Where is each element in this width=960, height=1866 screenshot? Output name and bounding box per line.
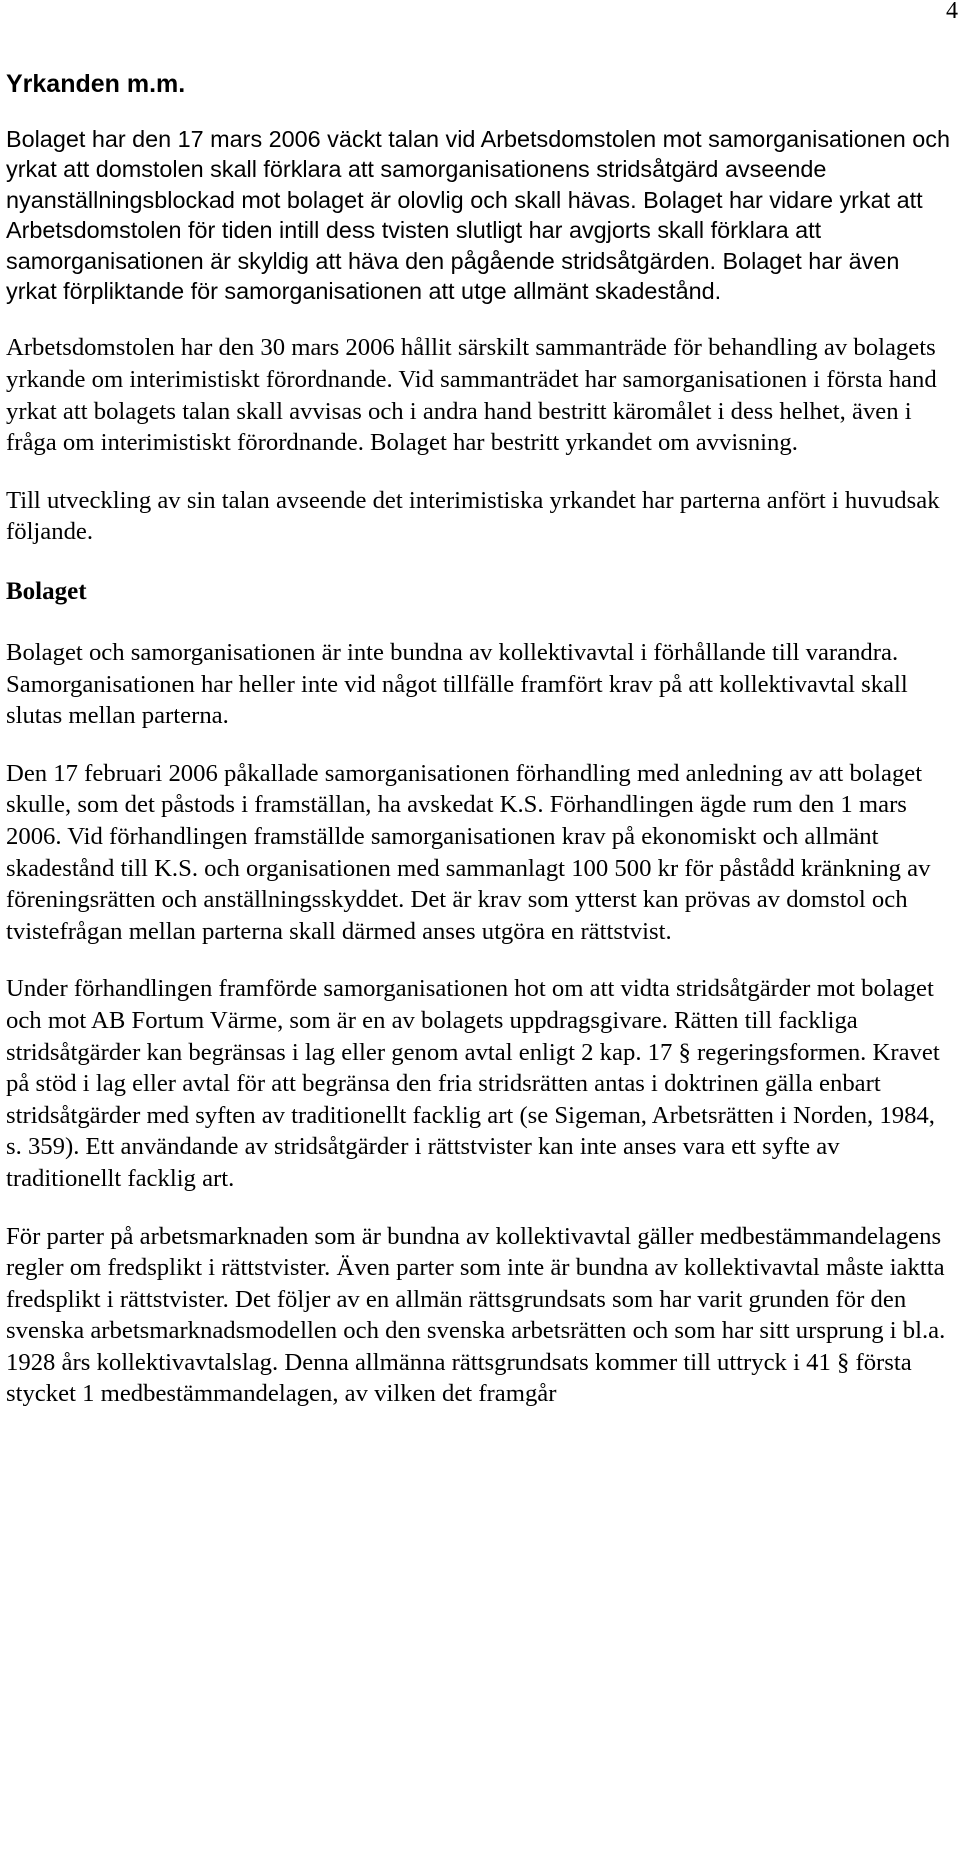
section-heading-yrkanden: Yrkanden m.m.	[6, 70, 186, 98]
paragraph-hearing: Arbetsdomstolen har den 30 mars 2006 hållit särskilt sammanträde för behandling av bolagets yrkande om interimistiskt förordnande. Vid sammanträdet har samorganisationen i första hand yrkat att bolagets talan skall avvisas och i andra hand bestritt käromålet i dess helhet, även i fråga om interimistiskt förordnande. Bolaget har bestritt yrkandet om avvisning.	[6, 334, 937, 457]
paragraph-negotiation: Den 17 februari 2006 påkallade samorganisationen förhandling med anledning av att bolaget skulle, som det påstods i framställan, ha avskedat K.S. Förhandlingen ägde rum den 1 mars 2006. Vid förhandlingen framställde samorganisationen krav på ekonomiskt och allmänt skadestånd till K.S. och organisationen med sammanlagt 100 500 kr för påstådd kränkning av föreningsrätten och anställningsskyddet. Det är krav som ytterst kan prövas av domstol och tvistefrågan mellan parterna skall därmed anses utgöra en rättstvist.	[6, 759, 931, 945]
paragraph-claims: Bolaget har den 17 mars 2006 väckt talan vid Arbetsdomstolen mot samorganisationen och yrkat att domstolen skall förklara att samorganisationens stridsåtgärd avseende nyanställningsblockad mot bolaget är olovlig och skall hävas. Bolaget har vidare yrkat att Arbetsdomstolen för tiden intill dess tvisten slutligt har avgjorts skall förklara att samorganisationen är skyldig att häva den pågående stridsåtgärden. Bolaget har även yrkat förpliktande för samorganisationen att utge allmänt skadestånd.	[6, 126, 950, 305]
paragraph-development: Till utveckling av sin talan avseende det interimistiska yrkandet har parterna anfört i huvudsak följande.	[6, 486, 940, 546]
page-number: 4	[946, 0, 958, 24]
document-body	[6, 66, 956, 1436]
paragraph-collective-agreement: Bolaget och samorganisationen är inte bundna av kollektivavtal i förhållande till varandra. Samorganisationen har heller inte vid något tillfälle framfört krav på att kollektivavtal skall slutas mellan parterna.	[6, 639, 908, 730]
paragraph-industrial-action: Under förhandlingen framförde samorganisationen hot om att vidta stridsåtgärder mot bolaget och mot AB Fortum Värme, som är en av bolagets uppdragsgivare. Rätten till fackliga stridsåtgärder kan begränsas i lag eller genom avtal enligt 2 kap. 17 § regeringsformen. Kravet på stöd i lag eller avtal för att begränsa den fria stridsrätten antas i doktrinen gälla enbart stridsåtgärder med syften av traditionellt facklig art (se Sigeman, Arbetsrätten i Norden, 1984, s. 359). Ett användande av stridsåtgärder i rättstvister kan inte anses vara ett syfte av traditionellt facklig art.	[6, 975, 940, 1192]
paragraph-peace-obligation: För parter på arbetsmarknaden som är bundna av kollektivavtal gäller medbestämmandelagens regler om fredsplikt i rättstvister. Även parter som inte är bundna av kollektivavtal måste iaktta fredsplikt i rättstvister. Det följer av en allmän rättsgrundsats som har varit grunden för den svenska arbetsmarknadsmodellen och den svenska arbetsrätten och som har sitt ursprung i bl.a. 1928 års kollektivavtalslag. Denna allmänna rättsgrundsats kommer till uttryck i 41 § första stycket 1 medbestämmandelagen, av vilken det framgår	[6, 1222, 946, 1408]
section-heading-bolaget: Bolaget	[6, 578, 87, 605]
